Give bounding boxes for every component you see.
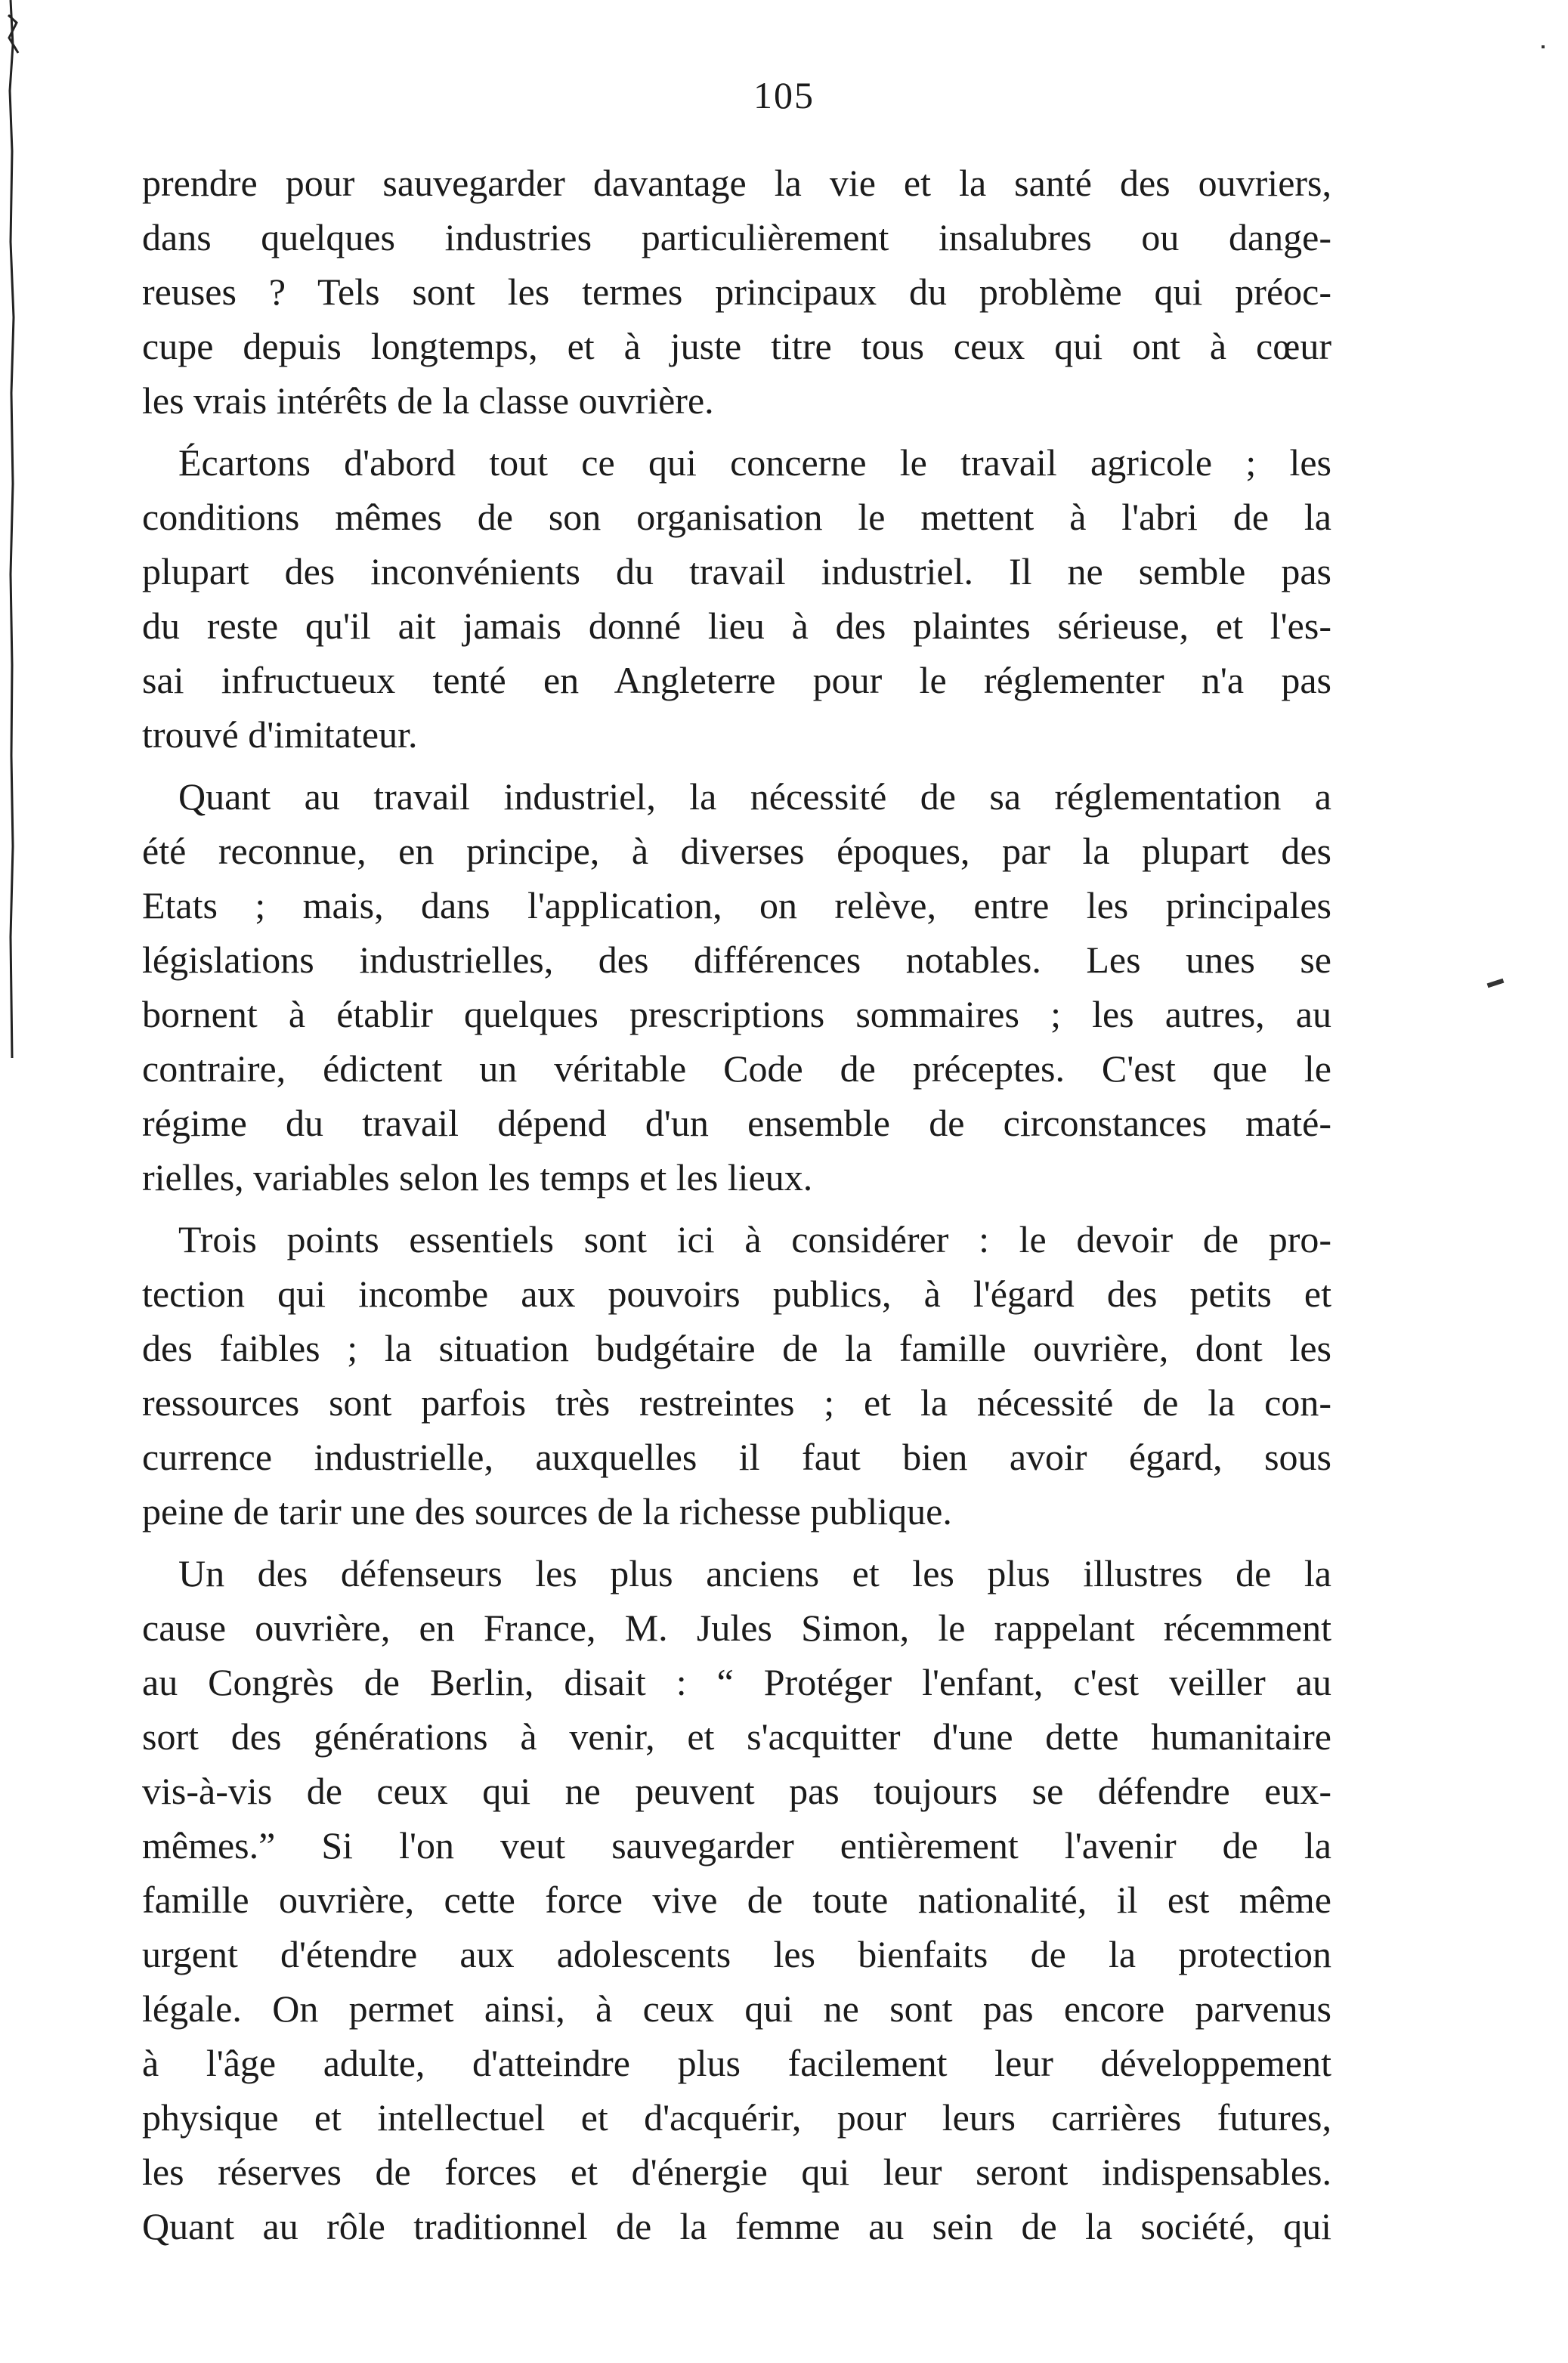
text-line: du reste qu'il ait jamais donné lieu à des plaintes sérieuse, et l'es- — [142, 605, 1331, 647]
page-number: 105 — [753, 74, 815, 116]
text-line: été reconnue, en principe, à diverses époques, par la plupart des — [142, 830, 1331, 872]
text-line: cause ouvrière, en France, M. Jules Simon, le rappelant récemment — [142, 1607, 1331, 1649]
text-line: les réserves de forces et d'énergie qui leur seront indispensables. — [142, 2151, 1331, 2193]
text-line: rielles, variables selon les temps et les lieux. — [142, 1156, 813, 1199]
text-line: vis-à-vis de ceux qui ne peuvent pas toujours se défendre eux- — [142, 1770, 1331, 1812]
text-line: currence industrielle, auxquelles il faut bien avoir égard, sous — [142, 1436, 1331, 1478]
text-line: tection qui incombe aux pouvoirs publics, à l'égard des petits et — [142, 1273, 1331, 1315]
text-line: prendre pour sauvegarder davantage la vie et la santé des ouvriers, — [142, 162, 1331, 204]
scan-edge-artifact — [6, 0, 29, 1058]
text-line: contraire, édictent un véritable Code de préceptes. C'est que le — [142, 1047, 1331, 1090]
text-line: législations industrielles, des différences notables. Les unes se — [142, 939, 1331, 981]
text-line: Trois points essentiels sont ici à considérer : le devoir de pro- — [178, 1218, 1331, 1260]
paragraph — [142, 156, 1331, 428]
text-line: sai infructueux tenté en Angleterre pour le réglementer n'a pas — [142, 659, 1331, 701]
text-line: sort des générations à venir, et s'acquitter d'une dette humanitaire — [142, 1715, 1331, 1758]
text-line: régime du travail dépend d'un ensemble de circonstances maté- — [142, 1102, 1331, 1144]
text-line: urgent d'étendre aux adolescents les bienfaits de la protection — [142, 1933, 1331, 1975]
paragraph — [142, 435, 1331, 762]
text-line: Un des défenseurs les plus anciens et les plus illustres de la — [178, 1552, 1331, 1594]
text-line: cupe depuis longtemps, et à juste titre tous ceux qui ont à cœur — [142, 325, 1331, 367]
text-line: mêmes.” Si l'on veut sauvegarder entièrement l'avenir de la — [142, 1824, 1331, 1867]
scan-speck — [1542, 45, 1545, 48]
text-line: Etats ; mais, dans l'application, on relève, entre les principales — [142, 884, 1331, 926]
paragraph — [142, 1546, 1331, 2253]
text-line: plupart des inconvénients du travail industriel. Il ne semble pas — [142, 550, 1331, 592]
text-line: physique et intellectuel et d'acquérir, pour leurs carrières futures, — [142, 2096, 1331, 2139]
scan-speck — [1487, 979, 1505, 988]
paragraph — [142, 769, 1331, 1205]
text-line: les vrais intérêts de la classe ouvrière. — [142, 379, 714, 422]
paragraph — [142, 1212, 1331, 1539]
text-line: reuses ? Tels sont les termes principaux du problème qui préoc- — [142, 271, 1331, 313]
text-line: à l'âge adulte, d'atteindre plus facilement leur développement — [142, 2042, 1331, 2084]
text-line: bornent à établir quelques prescriptions sommaires ; les autres, au — [142, 993, 1331, 1035]
text-line: au Congrès de Berlin, disait : “ Protéger l'enfant, c'est veiller au — [142, 1661, 1331, 1703]
text-line: des faibles ; la situation budgétaire de la famille ouvrière, dont les — [142, 1327, 1331, 1369]
text-line: trouvé d'imitateur. — [142, 713, 418, 756]
text-line: Quant au travail industriel, la nécessité de sa réglementation a — [178, 775, 1331, 818]
text-line: peine de tarir une des sources de la richesse publique. — [142, 1490, 952, 1533]
text-line: famille ouvrière, cette force vive de toute nationalité, il est même — [142, 1879, 1331, 1921]
body-text — [142, 156, 1331, 2261]
text-line: Écartons d'abord tout ce qui concerne le travail agricole ; les — [178, 441, 1331, 484]
text-line: Quant au rôle traditionnel de la femme au sein de la société, qui — [142, 2205, 1331, 2247]
text-line: ressources sont parfois très restreintes ; et la nécessité de la con- — [142, 1381, 1331, 1424]
text-line: conditions mêmes de son organisation le mettent à l'abri de la — [142, 496, 1331, 538]
text-line: légale. On permet ainsi, à ceux qui ne sont pas encore parvenus — [142, 1987, 1331, 2030]
text-line: dans quelques industries particulièrement insalubres ou dange- — [142, 216, 1331, 258]
